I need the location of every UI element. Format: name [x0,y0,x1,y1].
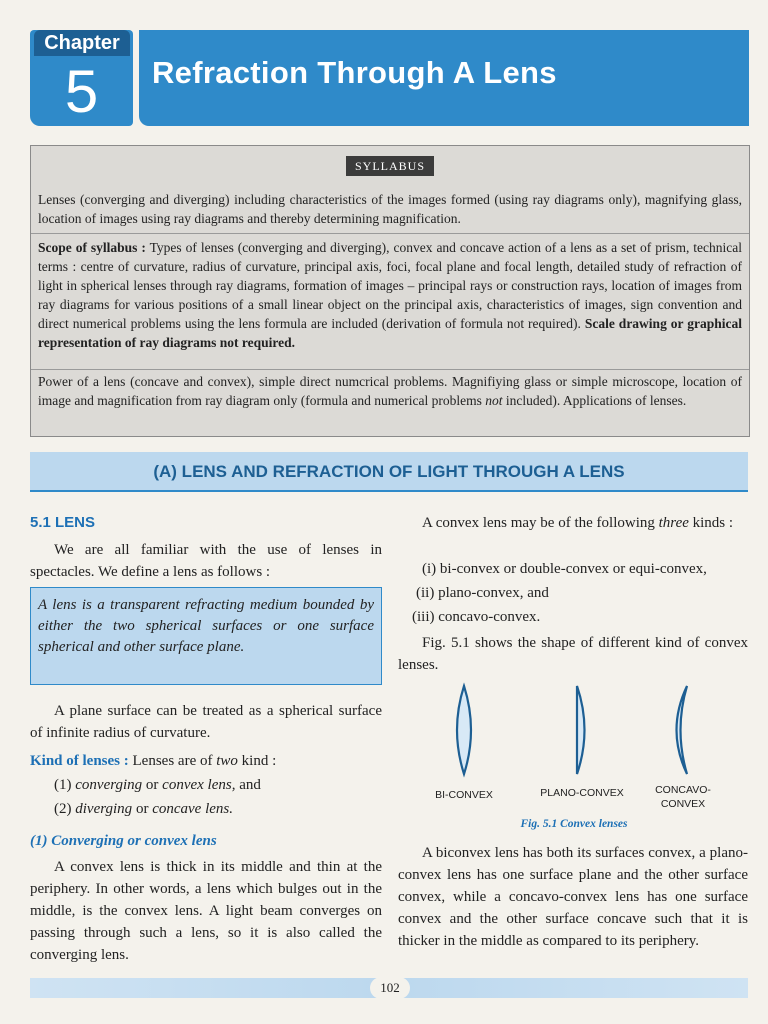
biconvex-label: BI-CONVEX [435,789,493,801]
item-term: convex lens, [162,777,236,793]
kind-text: Lenses are of [128,753,217,769]
kind-item-2 [54,798,382,820]
page-number: 102 [370,977,410,999]
syllabus-divider [31,369,749,370]
convex-lenses-figure [400,680,748,780]
convex-kinds-intro [398,512,748,534]
para3-not: not [485,393,503,408]
chapter-title: Refraction Through A Lens [152,55,557,90]
concavoconvex-label [646,783,720,811]
convex-kind-2: (ii) plano-convex, and [416,585,549,601]
concavo-label-line1: CONCAVO- [655,784,711,796]
concavo-label-line2: CONVEX [660,798,706,810]
scope-label: Scope of syllabus : [38,240,146,255]
section-banner-title: (A) LENS AND REFRACTION OF LIGHT THROUGH A LENS [153,462,625,481]
figure-caption: Fig. 5.1 Convex lenses [520,818,628,830]
section-heading-lens: 5.1 LENS [30,514,96,531]
planoconvex-lens [577,686,585,774]
item-number: (1) [54,777,76,793]
item-term: diverging [75,801,133,817]
concavoconvex-lens [677,686,688,774]
para3-text-b: included). Applications of lenses. [502,393,687,408]
syllabus-paragraph-3 [38,372,742,410]
convex-kind-1: (i) bi-convex or double-convex or equi-convex, [422,561,707,577]
item-end: and [235,777,261,793]
planoconvex-label: PLANO-CONVEX [540,787,624,799]
biconvex-lens [457,686,471,774]
kind-of-lenses [30,750,382,772]
convex-kind-3: (iii) concavo-convex. [412,609,541,625]
kind-text-end: kind : [237,753,277,769]
intro-three: three [658,515,689,531]
kind-item-1 [54,774,382,796]
convex-lens-paragraph: A convex lens is thick in its middle and thin at the periphery. In other words, a lens which bulges out in the middle, is the convex lens. A light beam converges on passing through such a lens, so it is also called the converging lens. [30,859,382,963]
item-term: converging [75,777,143,793]
lens-intro: We are all familiar with the use of lenses in spectacles. We define a lens as follows : [30,542,382,580]
para3-text-a: Power of a lens (concave and convex), simple direct numcrical problems. Magnifiying glass or simple microscope, location of image and magnification from ray diagram only (formula and numerical problems [38,374,742,408]
kind-label: Kind of lenses : [30,753,129,769]
intro-text: A convex lens may be of the following [422,515,659,531]
intro-end: kinds : [688,515,734,531]
kind-two: two [216,753,238,769]
item-or: or [132,801,153,817]
biconvex-paragraph: A biconvex lens has both its surfaces convex, a plano-convex lens has one surface plane and the other surface convex, while a concavo-convex lens has one surface convex and the other surface concave such that it is thicker in the middle as compared to its periphery. [398,845,748,949]
syllabus-divider [31,233,749,234]
syllabus-scope [38,238,742,352]
item-or: or [142,777,163,793]
chapter-number: 5 [64,58,99,125]
item-number: (2) [54,801,76,817]
syllabus-paragraph-1: Lenses (converging and diverging) including characteristics of the images formed (using ray diagrams only), magnifying glass, location of images using ray diagrams and thereby determining magnification. [38,192,742,226]
lens-definition: A lens is a transparent refracting medium bounded by either the two spherical surfaces or one surface spherical and other surface plane. [38,597,374,655]
chapter-label: Chapter [34,30,130,56]
figure-reference: Fig. 5.1 shows the shape of different kind of convex lenses. [398,635,748,673]
plane-surface-note: A plane surface can be treated as a spherical surface of infinite radius of curvature. [30,703,382,741]
subheading-convex-lens: (1) Converging or convex lens [30,833,217,849]
syllabus-title: SYLLABUS [346,156,434,176]
scope-bold-end: Scale drawing or graphical representation of ray diagrams not required. [38,316,742,350]
scope-text: Types of lenses (converging and diverging), convex and concave action of a lens as a set of prism, technical terms : centre of curvature, radius of curvature, principal axis, foci, focal plane and focal length, detailed study of refraction of light in spherical lenses through ray diagrams, formation of images – principal rays or construction rays, location of images from ray diagrams for various positions of a small linear object on the principal axis, characteristics of images, sign convention and direct numerical problems using the lens formula are included (derivation of formula not required). [38,240,742,331]
item-term: concave lens. [152,801,233,817]
